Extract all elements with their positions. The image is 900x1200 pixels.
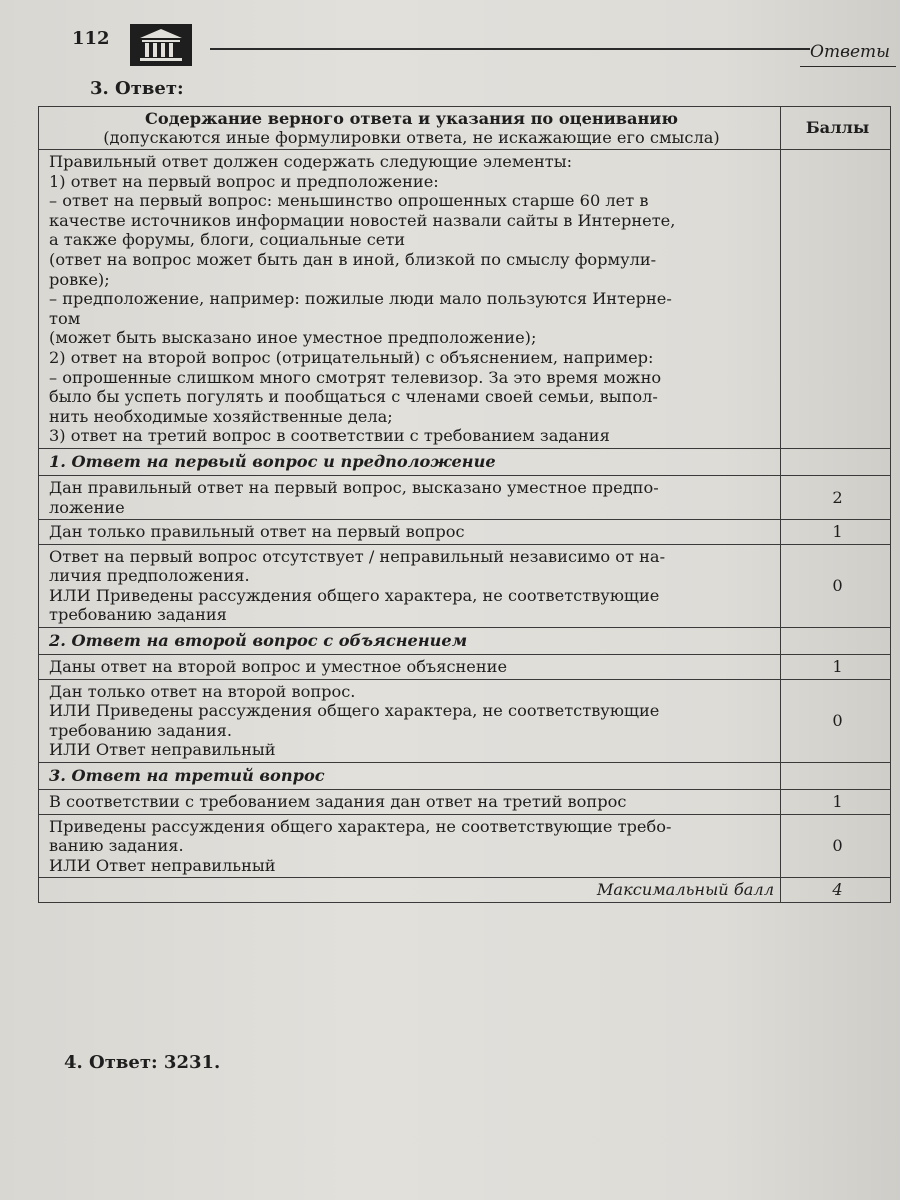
correct-answer-cell <box>39 150 781 449</box>
grading-rubric-table <box>38 106 891 903</box>
score-cell: 1 <box>781 655 891 680</box>
answer-line: (ответ на вопрос может быть дан в иной, близкой по смыслу формули- <box>49 249 657 269</box>
answer-line: том <box>49 308 81 328</box>
answer-line: 1) ответ на первый вопрос и предположение: <box>49 171 439 191</box>
description-line: Даны ответ на второй вопрос и уместное объяснение <box>49 657 508 677</box>
description-line: требованию задания. <box>49 720 233 740</box>
description-line: Дан правильный ответ на первый вопрос, высказано уместное предпо- <box>49 477 659 497</box>
max-score-value: 4 <box>781 878 891 903</box>
content-column-header <box>39 107 781 150</box>
score-cell: 1 <box>781 520 891 545</box>
score-cell: 0 <box>781 814 891 878</box>
table-row <box>39 544 891 627</box>
page-number: 112 <box>72 28 110 49</box>
answer-line: – предположение, например: пожилые люди мало пользуются Интерне- <box>49 289 672 309</box>
empty-score-cell <box>781 763 891 790</box>
criterion-2-title-row <box>39 628 891 655</box>
description-line: ИЛИ Приведены рассуждения общего характера, не соответствующие <box>49 585 660 605</box>
description-line: ванию задания. <box>49 836 184 856</box>
empty-score-cell <box>781 628 891 655</box>
table-row <box>39 655 891 680</box>
criterion-3-title-row <box>39 763 891 790</box>
answer-line: было бы успеть погулять и пообщаться с членами своей семьи, выпол- <box>49 387 658 407</box>
criterion-1-title: 1. Ответ на первый вопрос и предположение <box>39 448 781 475</box>
score-cell: 0 <box>781 679 891 762</box>
content-header-note: (допускаются иные формулировки ответа, не искажающие его смысла) <box>103 128 720 147</box>
answer-line: качестве источников информации новостей назвали сайты в Интернете, <box>49 210 676 230</box>
answer-line: а также форумы, блоги, социальные сети <box>49 230 406 250</box>
description-line: Приведены рассуждения общего характера, не соответствующие требо- <box>49 816 672 836</box>
criterion-description <box>39 679 781 762</box>
criterion-description <box>39 814 781 878</box>
content-header-title: Содержание верного ответа и указания по оцениванию <box>145 109 678 128</box>
criterion-description <box>39 520 781 545</box>
header-rule <box>210 48 810 50</box>
description-line: требованию задания <box>49 605 227 625</box>
table-row <box>39 790 891 815</box>
description-line: Ответ на первый вопрос отсутствует / неправильный независимо от на- <box>49 546 666 566</box>
criterion-1-title-row <box>39 448 891 475</box>
max-score-row <box>39 878 891 903</box>
empty-score-cell <box>781 150 891 449</box>
score-cell: 0 <box>781 544 891 627</box>
section-title: Ответы <box>810 42 890 62</box>
description-line: ИЛИ Ответ неправильный <box>49 740 276 760</box>
table-row <box>39 679 891 762</box>
criterion-description <box>39 475 781 519</box>
max-score-label: Максимальный балл <box>39 878 781 903</box>
table-header-row <box>39 107 891 150</box>
building-logo-icon <box>130 24 192 66</box>
description-line: ложение <box>49 497 125 517</box>
criterion-3-title: 3. Ответ на третий вопрос <box>39 763 781 790</box>
description-line: ИЛИ Приведены рассуждения общего характера, не соответствующие <box>49 701 660 721</box>
answer-line: – опрошенные слишком много смотрят телевизор. За это время можно <box>49 367 662 387</box>
points-column-header: Баллы <box>781 107 891 150</box>
page-header <box>60 22 896 72</box>
description-line: личия предположения. <box>49 566 250 586</box>
answer-4: 4. Ответ: 3231. <box>64 1052 221 1073</box>
answer-line: Правильный ответ должен содержать следующие элементы: <box>49 152 573 171</box>
answer-line: 2) ответ на второй вопрос (отрицательный) с объяснением, например: <box>49 347 654 367</box>
description-line: Дан только ответ на второй вопрос. <box>49 681 356 701</box>
answer-line: нить необходимые хозяйственные дела; <box>49 406 393 426</box>
answer-line: 3) ответ на третий вопрос в соответствии с требованием задания <box>49 426 610 446</box>
answer-line: (может быть высказано иное уместное предположение); <box>49 328 537 348</box>
answer-line: ровке); <box>49 269 110 289</box>
description-line: В соответствии с требованием задания дан ответ на третий вопрос <box>49 792 627 812</box>
description-line: Дан только правильный ответ на первый вопрос <box>49 522 465 542</box>
criterion-2-title: 2. Ответ на второй вопрос с объяснением <box>39 628 781 655</box>
table-row <box>39 520 891 545</box>
criterion-description <box>39 655 781 680</box>
answer-line: – ответ на первый вопрос: меньшинство опрошенных старше 60 лет в <box>49 191 649 211</box>
criterion-description <box>39 544 781 627</box>
answer-3-label: 3. Ответ: <box>90 78 184 99</box>
table-row <box>39 814 891 878</box>
score-cell: 1 <box>781 790 891 815</box>
score-cell: 2 <box>781 475 891 519</box>
criterion-description <box>39 790 781 815</box>
table-row <box>39 475 891 519</box>
empty-score-cell <box>781 448 891 475</box>
description-line: ИЛИ Ответ неправильный <box>49 855 276 875</box>
correct-answer-row <box>39 150 891 449</box>
section-underline <box>800 66 896 67</box>
